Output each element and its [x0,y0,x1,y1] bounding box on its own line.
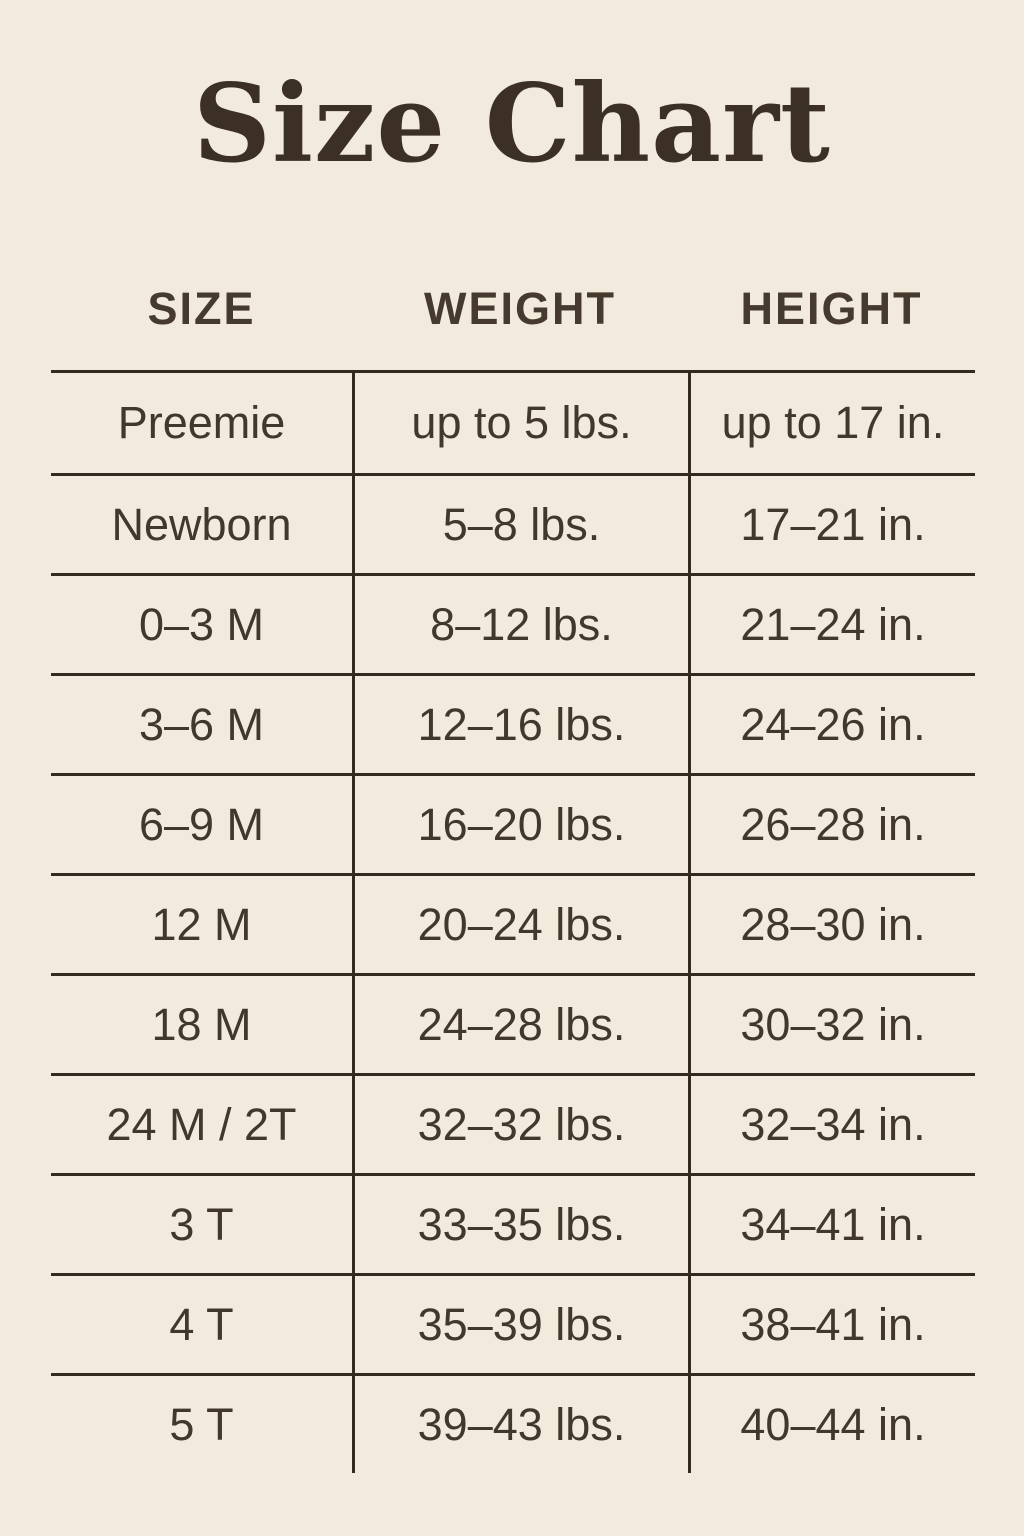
size-cell: 5 T [169,1398,234,1450]
size-cell: 6–9 M [138,798,265,850]
column-header-weight: WEIGHT [424,283,616,334]
size-table [51,248,975,1473]
height-cell: 30–32 in. [688,976,975,1073]
page-title: Size Chart [193,61,831,187]
column-header-size: SIZE [147,283,256,334]
table-row [51,573,975,673]
height-cell: 34–41 in. [688,1176,975,1273]
weight-cell: 8–12 lbs. [352,576,688,673]
height-cell: 28–30 in. [688,876,975,973]
height-cell: 40–44 in. [688,1376,975,1473]
size-cell: Preemie [117,397,286,448]
size-cell: 4 T [169,1298,234,1350]
weight-cell: 39–43 lbs. [352,1376,688,1473]
weight-cell: 33–35 lbs. [352,1176,688,1273]
table-row [51,473,975,573]
weight-cell: up to 5 lbs. [352,373,688,473]
table-row [51,1073,975,1173]
size-cell: 0–3 M [138,598,265,650]
height-cell: 24–26 in. [688,676,975,773]
height-cell: 32–34 in. [688,1076,975,1173]
table-row [51,873,975,973]
size-cell: 24 M / 2T [106,1098,297,1150]
weight-cell: 32–32 lbs. [352,1076,688,1173]
size-cell: 12 M [151,898,252,950]
weight-cell: 24–28 lbs. [352,976,688,1073]
size-cell: Newborn [111,498,292,550]
height-cell: 26–28 in. [688,776,975,873]
height-cell: 38–41 in. [688,1276,975,1373]
weight-cell: 20–24 lbs. [352,876,688,973]
table-row [51,1373,975,1473]
table-row [51,373,975,473]
weight-cell: 5–8 lbs. [352,476,688,573]
weight-cell: 12–16 lbs. [352,676,688,773]
weight-cell: 35–39 lbs. [352,1276,688,1373]
weight-cell: 16–20 lbs. [352,776,688,873]
table-header-row [51,248,975,370]
table-row [51,1273,975,1373]
table-row [51,1173,975,1273]
table-body [51,370,975,1473]
table-row [51,973,975,1073]
table-row [51,673,975,773]
table-row [51,773,975,873]
height-cell: up to 17 in. [688,373,975,473]
height-cell: 17–21 in. [688,476,975,573]
column-header-height: HEIGHT [740,283,923,334]
size-cell: 3 T [169,1198,234,1250]
size-cell: 3–6 M [138,698,265,750]
title-area [0,0,1024,248]
size-cell: 18 M [151,998,252,1050]
height-cell: 21–24 in. [688,576,975,673]
